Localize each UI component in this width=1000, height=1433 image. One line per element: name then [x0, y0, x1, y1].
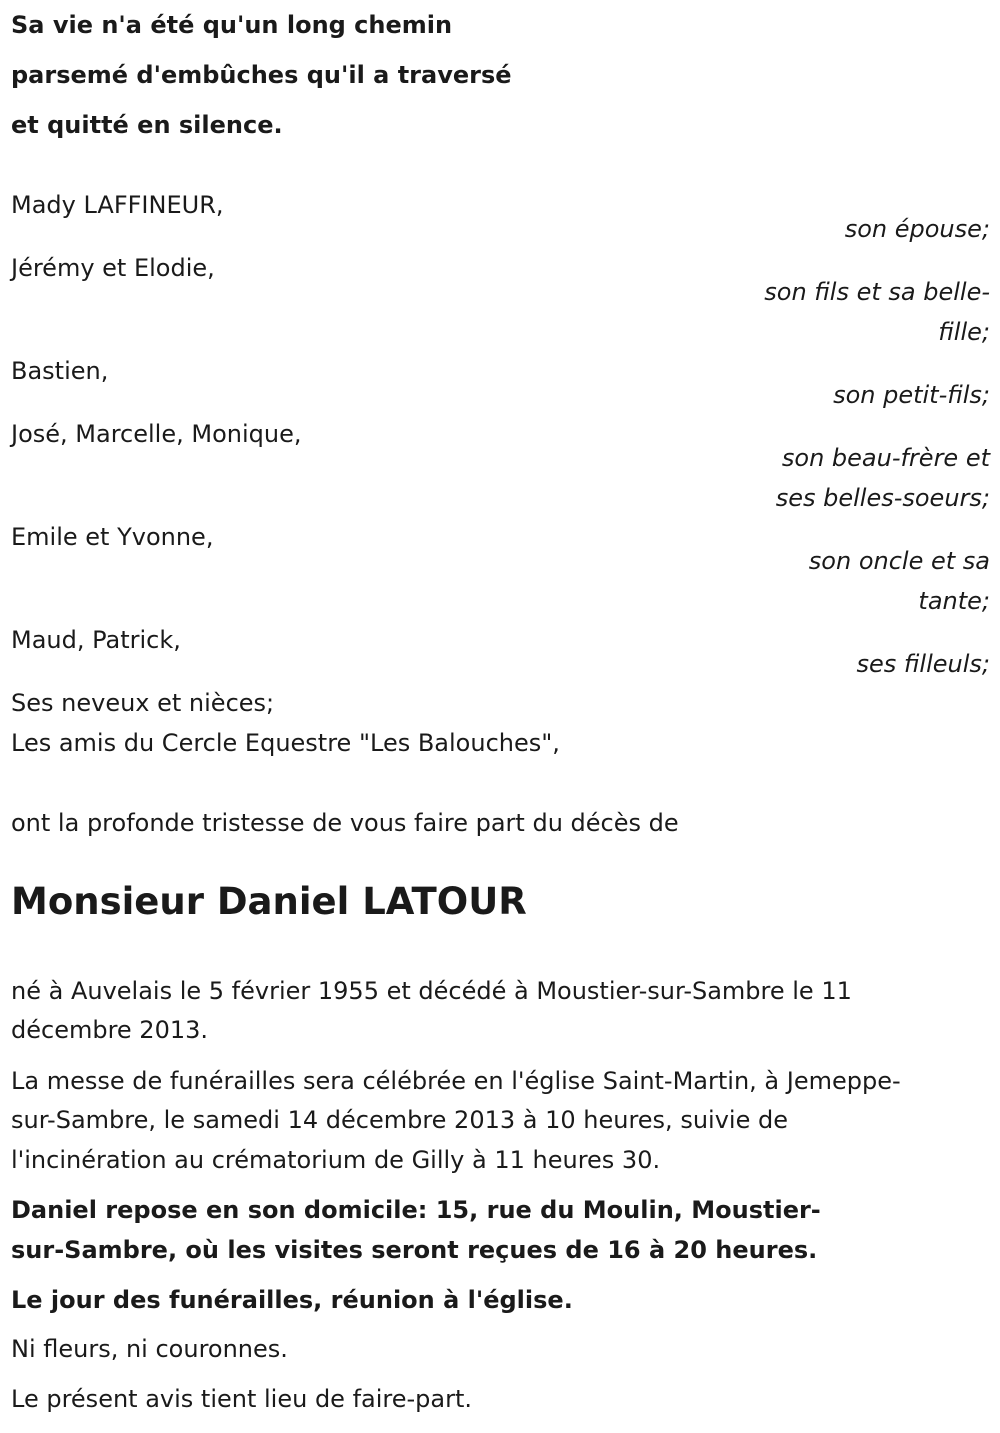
birth-death-line: décembre 2013. [11, 1016, 209, 1044]
family-relation: son petit-fils; [833, 381, 990, 409]
birth-death-line: né à Auvelais le 5 février 1955 et décédé à Moustier-sur-Sambre le 11 [11, 977, 852, 1005]
epitaph-line: et quitté en silence. [11, 111, 283, 139]
family-relation: son épouse; [844, 215, 990, 243]
family-relation: fille; [938, 318, 990, 346]
family-relation: ses filleuls; [856, 650, 990, 678]
notice-note: Le présent avis tient lieu de faire-part. [11, 1385, 473, 1413]
family-names: Jérémy et Elodie, [11, 254, 215, 282]
repose-line: sur-Sambre, où les visites seront reçues de 16 à 20 heures. [11, 1236, 818, 1264]
announcement: ont la profonde tristesse de vous faire part du décès de [11, 809, 679, 837]
family-relation: son oncle et sa [808, 547, 990, 575]
repose-line: Daniel repose en son domicile: 15, rue du Moulin, Moustier- [11, 1196, 821, 1224]
reunion-note: Le jour des funérailles, réunion à l'église. [11, 1286, 573, 1314]
others-line: Les amis du Cercle Equestre "Les Balouches", [11, 729, 560, 757]
epitaph-line: Sa vie n'a été qu'un long chemin [11, 11, 453, 39]
others-line: Ses neveux et nièces; [11, 689, 275, 717]
family-names: Mady LAFFINEUR, [11, 191, 224, 219]
family-relation: tante; [918, 587, 990, 615]
family-names: Bastien, [11, 357, 109, 385]
funeral-line: l'incinération au crématorium de Gilly à 11 heures 30. [11, 1146, 661, 1174]
family-relation: son fils et sa belle- [764, 278, 990, 306]
family-names: Emile et Yvonne, [11, 523, 214, 551]
funeral-line: sur-Sambre, le samedi 14 décembre 2013 à 10 heures, suivie de [11, 1106, 788, 1134]
family-names: José, Marcelle, Monique, [11, 420, 302, 448]
family-names: Maud, Patrick, [11, 626, 181, 654]
flowers-note: Ni fleurs, ni couronnes. [11, 1335, 288, 1363]
epitaph-line: parsemé d'embûches qu'il a traversé [11, 61, 512, 89]
funeral-line: La messe de funérailles sera célébrée en l'église Saint-Martin, à Jemeppe- [11, 1067, 901, 1095]
deceased-name: Monsieur Daniel LATOUR [11, 880, 527, 923]
family-relation: son beau-frère et [781, 444, 990, 472]
family-relation: ses belles-soeurs; [775, 484, 990, 512]
